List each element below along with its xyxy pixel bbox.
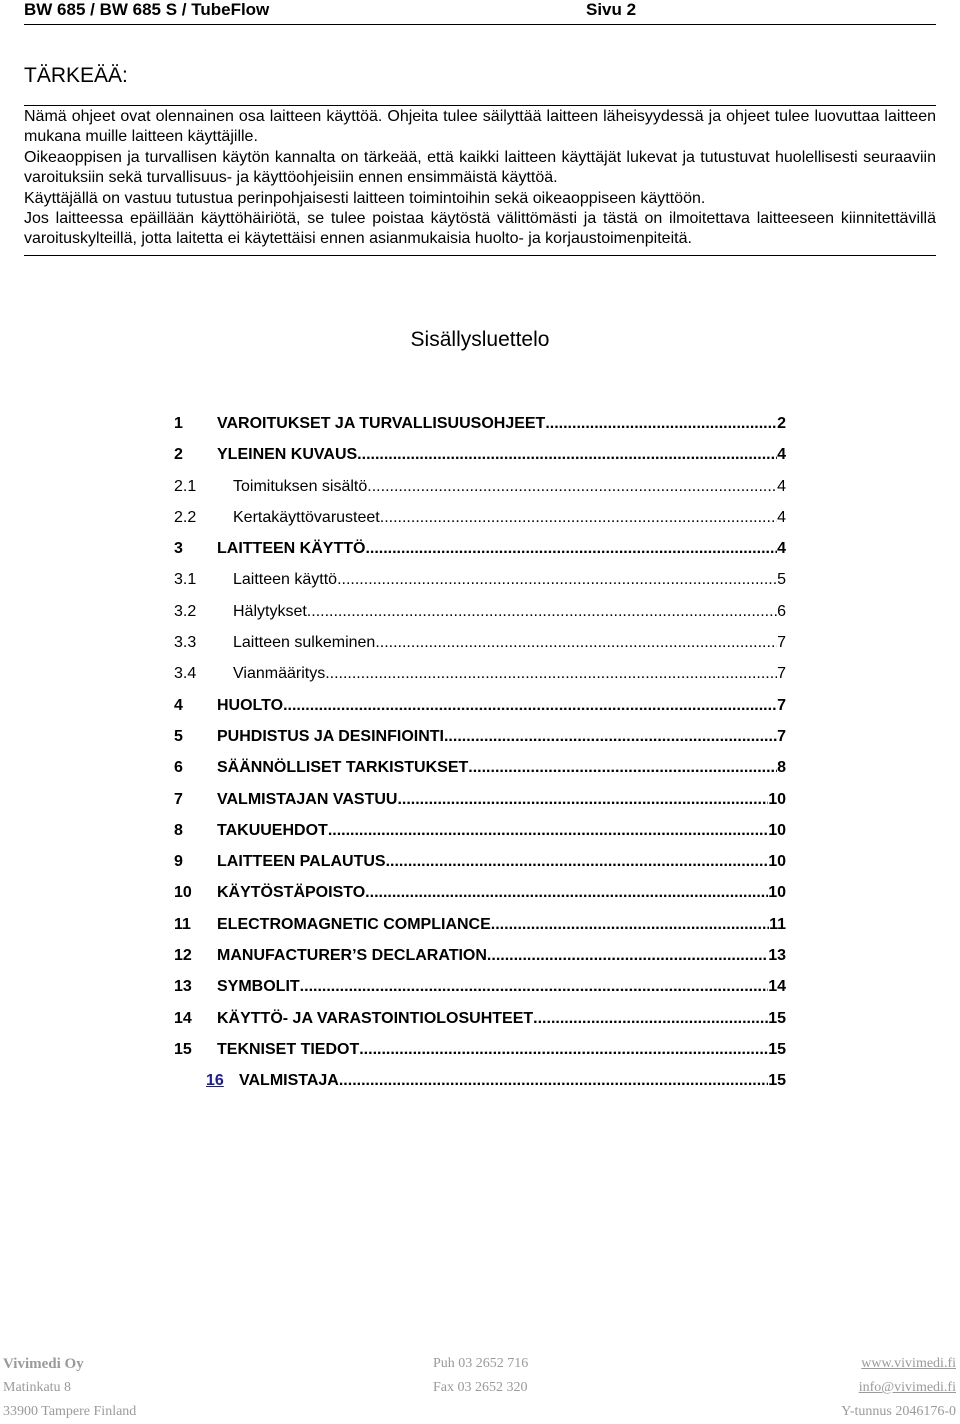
toc-entry-page: 7: [777, 727, 786, 745]
warning-divider-bottom: [24, 255, 936, 256]
toc-entry-label: Kertakäyttövarusteet: [233, 508, 380, 526]
toc-leader-dots: [487, 945, 768, 967]
toc-entry-page: 5: [777, 571, 786, 589]
business-id: Y-tunnus 2046176-0: [841, 1404, 956, 1419]
street-address: Matinkatu 8: [3, 1380, 72, 1395]
toc-entry-number-link[interactable]: 16: [206, 1072, 224, 1090]
toc-leader-dots: [325, 663, 777, 685]
toc-entry-number: 10: [174, 884, 192, 902]
toc-entry[interactable]: [174, 757, 786, 788]
toc-entry-page: 10: [768, 821, 786, 839]
toc-entry-label: VALMISTAJA: [239, 1072, 339, 1090]
toc-entry-label: VALMISTAJAN VASTUU: [217, 790, 398, 808]
toc-entry-label: LAITTEEN PALAUTUS: [217, 853, 386, 871]
toc-entry-number: 3.4: [174, 665, 197, 683]
toc-entry[interactable]: [174, 507, 786, 538]
footer-online: [841, 1352, 956, 1424]
toc-entry-page: 11: [769, 915, 786, 933]
toc-entry[interactable]: [174, 1070, 786, 1101]
toc-leader-dots: [307, 601, 777, 623]
toc-leader-dots: [397, 789, 768, 811]
table-of-contents: [174, 413, 786, 1102]
email-link[interactable]: info@vivimedi.fi: [858, 1380, 956, 1395]
toc-leader-dots: [533, 1008, 768, 1030]
toc-entry-number: 3.2: [174, 602, 197, 620]
toc-leader-dots: [365, 538, 777, 560]
header-divider: [24, 24, 936, 25]
toc-entry-number: 2: [174, 446, 183, 464]
toc-entry-label: LAITTEEN KÄYTTÖ: [217, 540, 366, 558]
toc-entry[interactable]: [174, 945, 786, 976]
toc-entry-page: 4: [777, 540, 786, 558]
toc-entry-label: Vianmääritys: [233, 665, 326, 683]
toc-entry[interactable]: [174, 444, 786, 475]
city-address: 33900 Tampere Finland: [3, 1404, 137, 1419]
toc-leader-dots: [545, 413, 777, 435]
page-footer: [0, 1352, 960, 1423]
toc-entry[interactable]: [174, 476, 786, 507]
toc-leader-dots: [491, 914, 769, 936]
toc-leader-dots: [283, 695, 777, 717]
warning-title: TÄRKEÄÄ:: [24, 64, 128, 87]
toc-entry-page: 4: [777, 446, 786, 464]
warning-divider-top: [24, 105, 936, 106]
toc-entry-label: SYMBOLIT: [217, 978, 300, 996]
page-number: Sivu 2: [586, 0, 637, 19]
toc-entry-page: 7: [777, 696, 786, 714]
toc-leader-dots: [339, 1070, 768, 1092]
warning-body: [24, 107, 936, 250]
toc-entry-label: VAROITUKSET JA TURVALLISUUSOHJEET: [217, 415, 546, 432]
toc-entry-page: 7: [777, 634, 786, 652]
toc-entry-number: 8: [174, 821, 183, 839]
toc-entry[interactable]: [174, 695, 786, 726]
toc-leader-dots: [380, 507, 777, 529]
toc-leader-dots: [386, 851, 769, 873]
warning-paragraph: Nämä ohjeet ovat olennainen osa laitteen käyttöä. Ohjeita tulee säilyttää laitteen läheisyydessä ja ohjeet tulee luovuttaa laitteen mukana muille laitteen käyttäjille.: [24, 108, 936, 146]
fax-number: Fax 03 2652 320: [433, 1380, 528, 1395]
phone-number: Puh 03 2652 716: [433, 1356, 529, 1371]
website-link[interactable]: www.vivimedi.fi: [861, 1356, 956, 1371]
toc-entry-label: Laitteen käyttö: [233, 571, 338, 589]
toc-entry[interactable]: [174, 538, 786, 569]
toc-entry[interactable]: [174, 1008, 786, 1039]
toc-entry-label: SÄÄNNÖLLISET TARKISTUKSET: [217, 759, 469, 777]
page-header: [24, 0, 936, 24]
document-title: BW 685 / BW 685 S / TubeFlow: [24, 0, 270, 19]
toc-entry[interactable]: [174, 882, 786, 913]
toc-leader-dots: [357, 444, 777, 466]
toc-entry[interactable]: [174, 632, 786, 663]
toc-entry-page: 15: [768, 1072, 786, 1090]
warning-paragraph: Käyttäjällä on vastuu tutustua perinpohjaisesti laitteen toimintoihin sekä oikeaoppiseen käyttöön.: [24, 189, 706, 207]
toc-entry-number: 3: [174, 540, 183, 558]
toc-leader-dots: [367, 476, 777, 498]
toc-entry-label: KÄYTTÖ- JA VARASTOINTIOLOSUHTEET: [217, 1009, 534, 1027]
toc-entry[interactable]: [174, 976, 786, 1007]
toc-entry-page: 15: [768, 1040, 786, 1058]
toc-entry-page: 13: [768, 947, 786, 965]
toc-entry-number: 15: [174, 1040, 192, 1058]
toc-entry-page: 2: [777, 415, 786, 432]
toc-entry-number: 7: [174, 790, 183, 808]
toc-title: Sisällysluettelo: [410, 328, 550, 351]
toc-entry[interactable]: [174, 1039, 786, 1070]
toc-entry-number: 1: [174, 415, 183, 432]
toc-entry-page: 10: [768, 884, 786, 902]
toc-leader-dots: [337, 569, 777, 591]
toc-entry-label: TAKUUEHDOT: [217, 821, 328, 839]
toc-entry-label: MANUFACTURER’S DECLARATION: [217, 947, 487, 965]
toc-entry-page: 6: [777, 602, 786, 620]
toc-entry[interactable]: [174, 663, 786, 694]
toc-entry-number: 4: [174, 696, 183, 714]
toc-entry-label: HUOLTO: [217, 696, 284, 714]
toc-entry[interactable]: [174, 914, 786, 945]
toc-entry-number: 12: [174, 947, 192, 965]
toc-leader-dots: [300, 976, 769, 998]
toc-entry[interactable]: [174, 413, 786, 444]
toc-entry-page: 4: [777, 477, 786, 495]
toc-leader-dots: [375, 632, 777, 654]
toc-entry[interactable]: [174, 820, 786, 851]
toc-entry[interactable]: [174, 851, 786, 882]
toc-entry-number: 6: [174, 759, 183, 777]
toc-entry-label: ELECTROMAGNETIC COMPLIANCE: [217, 915, 491, 933]
toc-leader-dots: [365, 882, 768, 904]
toc-leader-dots: [328, 820, 768, 842]
toc-entry[interactable]: [174, 789, 786, 820]
toc-entry-number: 3.3: [174, 634, 197, 652]
toc-entry-page: 10: [768, 790, 786, 808]
toc-entry-number: 11: [174, 915, 191, 933]
toc-entry[interactable]: [174, 601, 786, 632]
toc-entry-page: 14: [768, 978, 786, 996]
toc-entry-number: 13: [174, 978, 192, 996]
toc-entry-page: 10: [768, 853, 786, 871]
toc-entry-number: 5: [174, 727, 183, 745]
toc-entry-label: PUHDISTUS JA DESINFIOINTI: [217, 727, 444, 745]
company-name: Vivimedi Oy: [3, 1356, 84, 1372]
toc-entry-page: 7: [777, 665, 786, 683]
toc-entry-number: 14: [174, 1009, 192, 1027]
toc-entry-label: TEKNISET TIEDOT: [217, 1040, 360, 1058]
warning-paragraph: Jos laitteessa epäillään käyttöhäiriötä, se tulee poistaa käytöstä välittömästi ja tästä on ilmoitettava laitteeseen kiinnitettävillä varoituskylteillä, jotta laitetta ei käytettäisi ennen asianmukaisia huolto- ja korjaustoimenpiteitä.: [24, 210, 936, 248]
toc-entry-label: KÄYTÖSTÄPOISTO: [217, 884, 366, 902]
toc-leader-dots: [444, 726, 777, 748]
toc-entry-label: Hälytykset: [233, 602, 307, 620]
toc-entry-number: 9: [174, 853, 183, 871]
toc-entry-label: Laitteen sulkeminen: [233, 634, 376, 652]
footer-address: [3, 1352, 136, 1424]
toc-entry-number: 2.1: [174, 477, 197, 495]
warning-paragraph: Oikeaoppisen ja turvallisen käytön kannalta on tärkeää, että kaikki laitteen käyttäjät lukevat ja tutustuvat huolellisesti seuraaviin varoituksiin sekä turvallisuus- ja käyttöohjeisiin ennen ensimmäistä käyttöä.: [24, 148, 936, 187]
toc-leader-dots: [359, 1039, 768, 1061]
toc-entry-page: 4: [777, 508, 786, 526]
footer-contact: [433, 1352, 528, 1400]
toc-entry[interactable]: [174, 726, 786, 757]
toc-entry[interactable]: [174, 569, 786, 600]
toc-entry-page: 8: [777, 759, 786, 777]
toc-entry-number: 3.1: [174, 571, 197, 589]
toc-entry-label: YLEINEN KUVAUS: [217, 446, 358, 464]
toc-entry-label: Toimituksen sisältö: [233, 477, 368, 495]
toc-leader-dots: [468, 757, 777, 779]
toc-entry-number: 2.2: [174, 508, 197, 526]
toc-entry-page: 15: [768, 1009, 786, 1027]
